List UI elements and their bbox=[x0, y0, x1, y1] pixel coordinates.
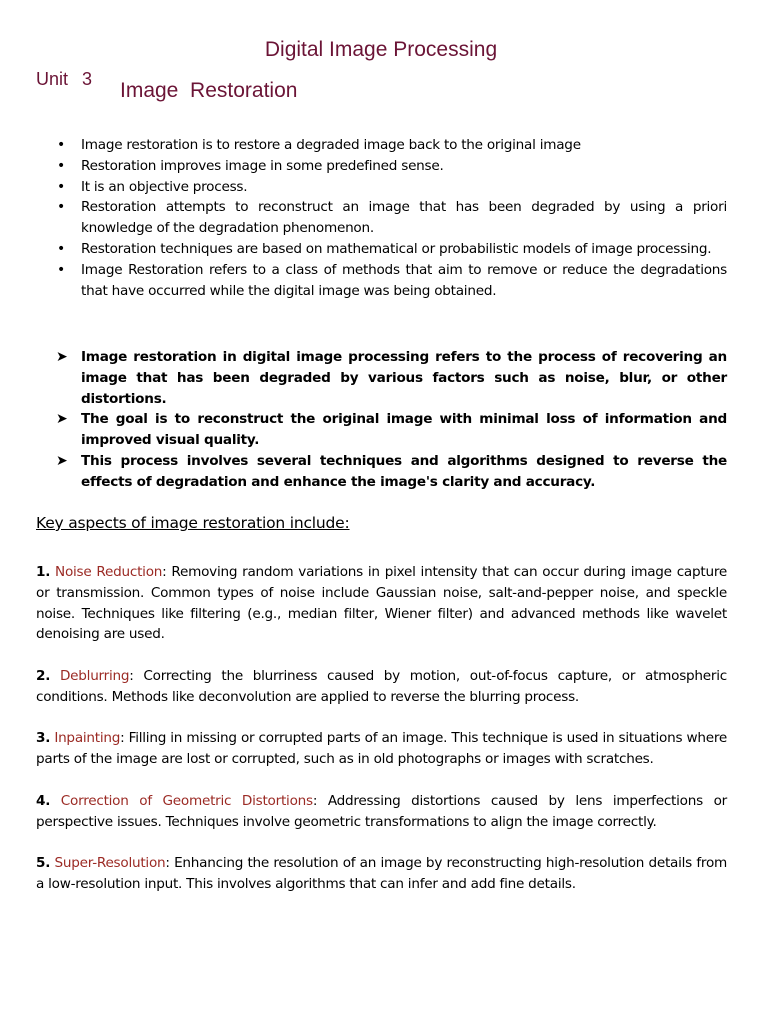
arrow-item-text: The goal is to reconstruct the original image with minimal loss of information and improved visual quality. bbox=[81, 411, 727, 449]
aspect-number: 3. bbox=[36, 730, 51, 747]
bullet-item: • Restoration improves image in some predefined sense. bbox=[36, 156, 727, 177]
aspect-item bbox=[36, 562, 727, 645]
aspect-number: 5. bbox=[36, 855, 51, 872]
aspect-description: : Filling in missing or corrupted parts of an image. This technique is used in situations where parts of the image are lost or corrupted, such as in old photographs or images with scratches. bbox=[36, 730, 727, 768]
aspect-item bbox=[36, 853, 727, 895]
arrow-bullet-icon: ➤ bbox=[56, 452, 68, 469]
aspect-term: Super-Resolution bbox=[54, 855, 166, 872]
arrow-item bbox=[36, 347, 727, 409]
aspect-term: Inpainting bbox=[54, 730, 121, 747]
arrow-bullet-icon: ➤ bbox=[56, 349, 68, 365]
aspect-term: Noise Reduction bbox=[55, 564, 163, 580]
aspect-description: : Removing random variations in pixel intensity that can occur during image capture or transmission. Common types of noise include Gaussian noise, salt-and-pepper noise, and speckle noise. Techniques like filtering (e.g., median filter, Wiener filter) and advanced methods like wavelet denoising are used. bbox=[36, 564, 727, 643]
key-aspects-list bbox=[36, 562, 727, 916]
bullet-item: • It is an objective process. bbox=[36, 177, 727, 198]
aspect-number: 2. bbox=[36, 667, 51, 684]
unit-subtitle: Image Restoration bbox=[120, 79, 298, 102]
aspect-item bbox=[36, 728, 727, 770]
aspect-number: 4. bbox=[36, 792, 51, 809]
aspect-term: Correction of Geometric Distortions bbox=[60, 792, 313, 809]
aspect-item bbox=[36, 791, 727, 833]
arrow-point-list bbox=[36, 347, 727, 493]
bullet-item: • Image restoration is to restore a degraded image back to the original image bbox=[36, 135, 727, 156]
aspect-term: Deblurring bbox=[59, 667, 130, 684]
bullet-item: • Image Restoration refers to a class of methods that aim to remove or reduce the degradations that have occurred while the digital image was being obtained. bbox=[36, 260, 727, 302]
arrow-item-text: Image restoration in digital image processing refers to the process of recovering an image that has been degraded by various factors such as noise, blur, or other distortions. bbox=[81, 349, 727, 407]
aspect-description: : Correcting the blurriness caused by motion, out-of-focus capture, or atmospheric conditions. Methods like deconvolution are applied to reverse the blurring process. bbox=[36, 667, 727, 705]
definition-bullet-list bbox=[36, 135, 727, 301]
key-aspects-heading: Key aspects of image restoration include: bbox=[36, 514, 350, 532]
aspect-description: : Addressing distortions caused by lens imperfections or perspective issues. Techniques involve geometric transformations to align the image correctly. bbox=[36, 792, 727, 830]
aspect-item bbox=[36, 666, 727, 708]
arrow-item bbox=[36, 451, 727, 493]
arrow-bullet-icon: ➤ bbox=[56, 411, 68, 428]
unit-number: 3 bbox=[82, 69, 93, 89]
aspect-description: : Enhancing the resolution of an image by reconstructing high-resolution details from a low-resolution input. This involves algorithms that can infer and add fine details. bbox=[36, 855, 727, 892]
arrow-item bbox=[36, 409, 727, 451]
document-title: Digital Image Processing bbox=[264, 38, 498, 61]
bullet-item: • Restoration techniques are based on mathematical or probabilistic models of image processing. bbox=[36, 239, 727, 260]
arrow-item-text: This process involves several techniques and algorithms designed to reverse the effects of degradation and enhance the image's clarity and accuracy. bbox=[81, 452, 727, 490]
bullet-item: • Restoration attempts to reconstruct an image that has been degraded by using a priori knowledge of the degradation phenomenon. bbox=[36, 197, 727, 239]
unit-label-text: Unit bbox=[36, 69, 69, 89]
aspect-number: 1. bbox=[36, 564, 51, 580]
unit-label bbox=[36, 69, 92, 90]
